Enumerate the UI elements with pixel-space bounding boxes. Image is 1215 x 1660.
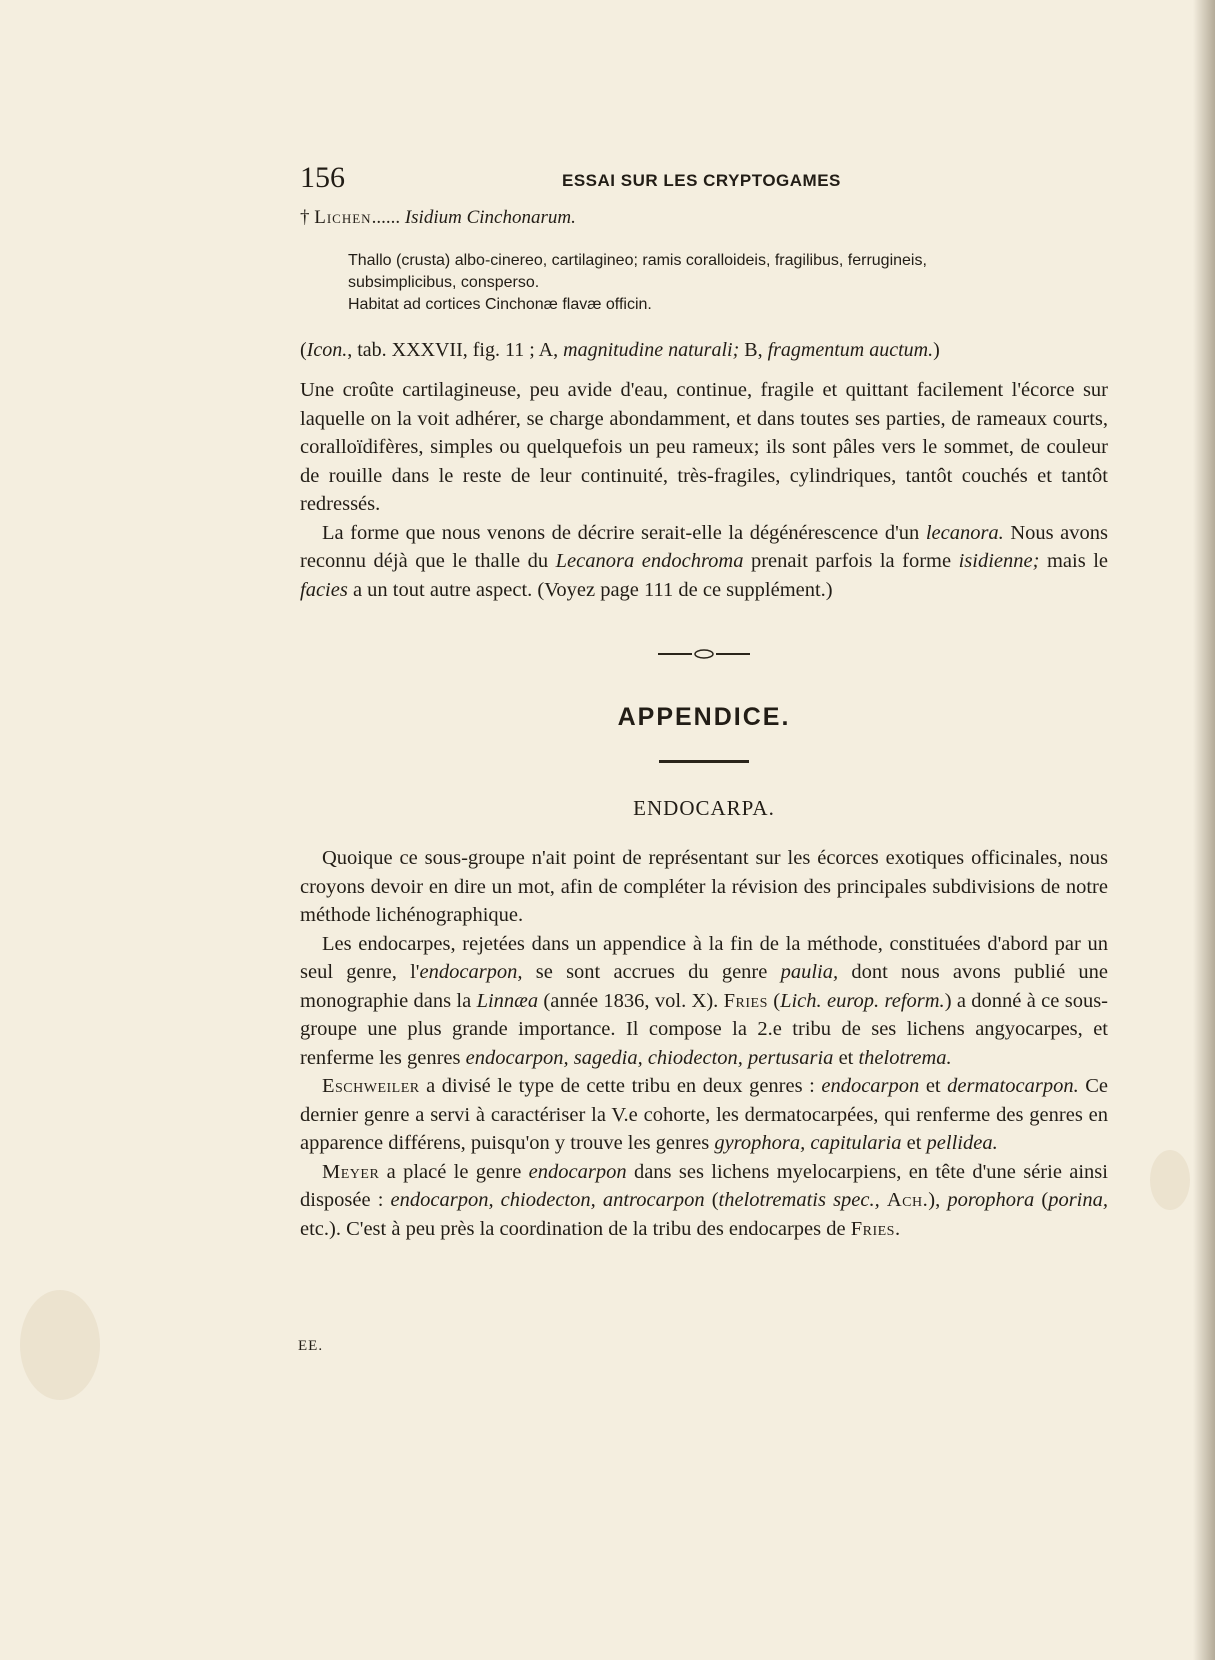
italic-term: Linnæa <box>476 989 539 1012</box>
paragraph <box>300 1158 1108 1244</box>
italic-term: porina, <box>1048 1189 1109 1211</box>
ornament-divider <box>658 648 750 660</box>
icon-reference <box>300 339 940 362</box>
paragraph <box>300 1072 1108 1158</box>
text-run: (année 1836, vol. X). <box>538 989 724 1012</box>
text-run: a un tout autre aspect. (Voyez page 111 de ce supplément.) <box>347 578 833 601</box>
figure-a-caption: magnitudine naturali; <box>563 339 740 361</box>
paren: ( <box>300 339 307 361</box>
text-run: et <box>833 1046 859 1069</box>
author-name: Fries <box>723 989 768 1012</box>
paragraph <box>300 844 1108 930</box>
text-run: a divisé le type de cette tribu en deux genres : <box>419 1075 822 1097</box>
leader-dots: ...... <box>371 207 401 228</box>
italic-term: endocarpon <box>821 1075 920 1097</box>
text-run: ( <box>1034 1189 1049 1211</box>
italic-term: paulia, <box>780 961 839 983</box>
figure-b-label: B, <box>739 339 768 361</box>
text-run: Les endocarpes, rejetées dans un appendice à la fin de la méthode, constituées d'abord par un seul genre, l' <box>300 932 1108 983</box>
description-text <box>300 376 1108 604</box>
paper-stain <box>20 1290 100 1400</box>
text-run: Nous avons reconnu déjà que le thalle du <box>300 521 1109 572</box>
italic-term: Lich. europ. reform. <box>780 989 945 1012</box>
text-run: prenait parfois la forme <box>743 550 959 572</box>
italic-term: thelotrema. <box>858 1046 952 1069</box>
text-run <box>880 1189 887 1211</box>
italic-term: endocarpon <box>528 1160 627 1183</box>
italic-term: dermatocarpon. <box>947 1075 1079 1097</box>
italic-term: porophora <box>947 1189 1035 1211</box>
italic-term: gyrophora, capitularia <box>714 1132 902 1154</box>
text-run: et <box>901 1132 927 1154</box>
text-run: Une croûte cartilagineuse, peu avide d'eau, continue, fragile et quittant facilement l'écorce sur laquelle on la voit adhérer, se charge abondamment, et dans toutes ses parties, de rameaux courts, coralloïdifères, simples ou quelquefois un peu rameux; ils sont pâles vers le sommet, de couleur de rouille dans le reste de leur continuité, très-fragiles, cylindriques, tantôt couchés et tantôt redressés. <box>300 379 1108 515</box>
species-name: Isidium Cinchonarum. <box>404 207 576 228</box>
page-number: 156 <box>300 161 345 194</box>
text-run: La forme que nous venons de décrire serait-elle la dégénérescence d'un <box>322 521 926 544</box>
text-run: ( <box>767 989 781 1012</box>
header-title: ESSAI SUR LES CRYPTOGAMES <box>562 171 841 190</box>
italic-term: Lecanora endochroma <box>555 550 744 572</box>
italic-term: isidienne; <box>958 550 1040 572</box>
text-run: ), <box>928 1189 948 1211</box>
running-head <box>300 161 900 195</box>
text-run: a placé le genre <box>379 1160 529 1183</box>
genus-label: Lichen <box>314 207 372 228</box>
text-run: Ce dernier genre a servi à caractériser la V.e cohorte, les dermatocarpées, qui renferme des genres en apparence différens, puisqu'on y trouve les genres <box>300 1075 1109 1154</box>
italic-term: thelotrematis spec., <box>718 1189 880 1211</box>
author-name: Eschweiler <box>322 1075 420 1097</box>
appendix-text <box>300 844 1108 1243</box>
latin-line: Habitat ad cortices Cinchonæ flavæ officin. <box>348 296 652 313</box>
plate-ref: , tab. XXXVII, fig. 11 ; A, <box>347 339 564 361</box>
italic-term: endocarpon, <box>419 961 523 983</box>
appendix-title: APPENDICE. <box>617 703 791 731</box>
latin-line: subsimplicibus, consperso. <box>348 274 540 291</box>
paper-stain <box>1150 1150 1190 1210</box>
section-rule <box>659 760 749 763</box>
text-run: dans ses lichens myelocarpiens, en tête d'une série ainsi disposée : <box>300 1160 1108 1211</box>
paragraph <box>300 930 1108 1073</box>
page-edge-shadow <box>1193 0 1215 1660</box>
italic-term: facies <box>300 578 348 601</box>
italic-term: endocarpon, chiodecton, antrocarpon <box>390 1189 705 1211</box>
paren: ) <box>933 339 940 361</box>
author-name: Meyer <box>322 1160 380 1183</box>
icon-label: Icon. <box>306 339 348 361</box>
text-run: et <box>919 1075 948 1097</box>
paragraph <box>300 376 1108 519</box>
text-run: se sont accrues du genre <box>522 961 781 983</box>
figure-b-caption: fragmentum auctum. <box>767 339 934 361</box>
italic-term: lecanora. <box>925 521 1004 544</box>
species-heading <box>300 207 576 229</box>
author-name: Ach. <box>886 1189 929 1211</box>
italic-term: pellidea. <box>926 1132 998 1154</box>
signature-mark: EE. <box>298 1338 324 1354</box>
text-run: Quoique ce sous-groupe n'ait point de représentant sur les écorces exotiques officinales, nous croyons devoir en dire un mot, afin de compléter la révision des principales subdivisions de notre méthode lichénographique. <box>300 847 1108 926</box>
text-run: dont nous avons publié une monographie dans la <box>300 961 1109 1012</box>
italic-term: endocarpon, sagedia, chiodecton, pertusaria <box>465 1046 834 1069</box>
text-run: ) a donné à ce sous-groupe une plus grande importance. Il compose la 2.e tribu de ses lichens angyocarpes, et renferme les genres <box>300 989 1108 1069</box>
section-title: ENDOCARPA. <box>633 796 775 820</box>
author-name: Fries. <box>850 1217 901 1240</box>
paragraph <box>300 519 1108 605</box>
text-run: etc.). C'est à peu près la coordination de la tribu des endocarpes de <box>300 1217 851 1240</box>
text-run: mais le <box>1039 550 1108 572</box>
latin-line: Thallo (crusta) albo-cinereo, cartilagineo; ramis coralloideis, fragilibus, ferrugineis, <box>348 252 927 269</box>
dagger-mark: † <box>300 207 310 228</box>
text-run: ( <box>704 1189 719 1211</box>
latin-diagnosis <box>348 250 1208 316</box>
